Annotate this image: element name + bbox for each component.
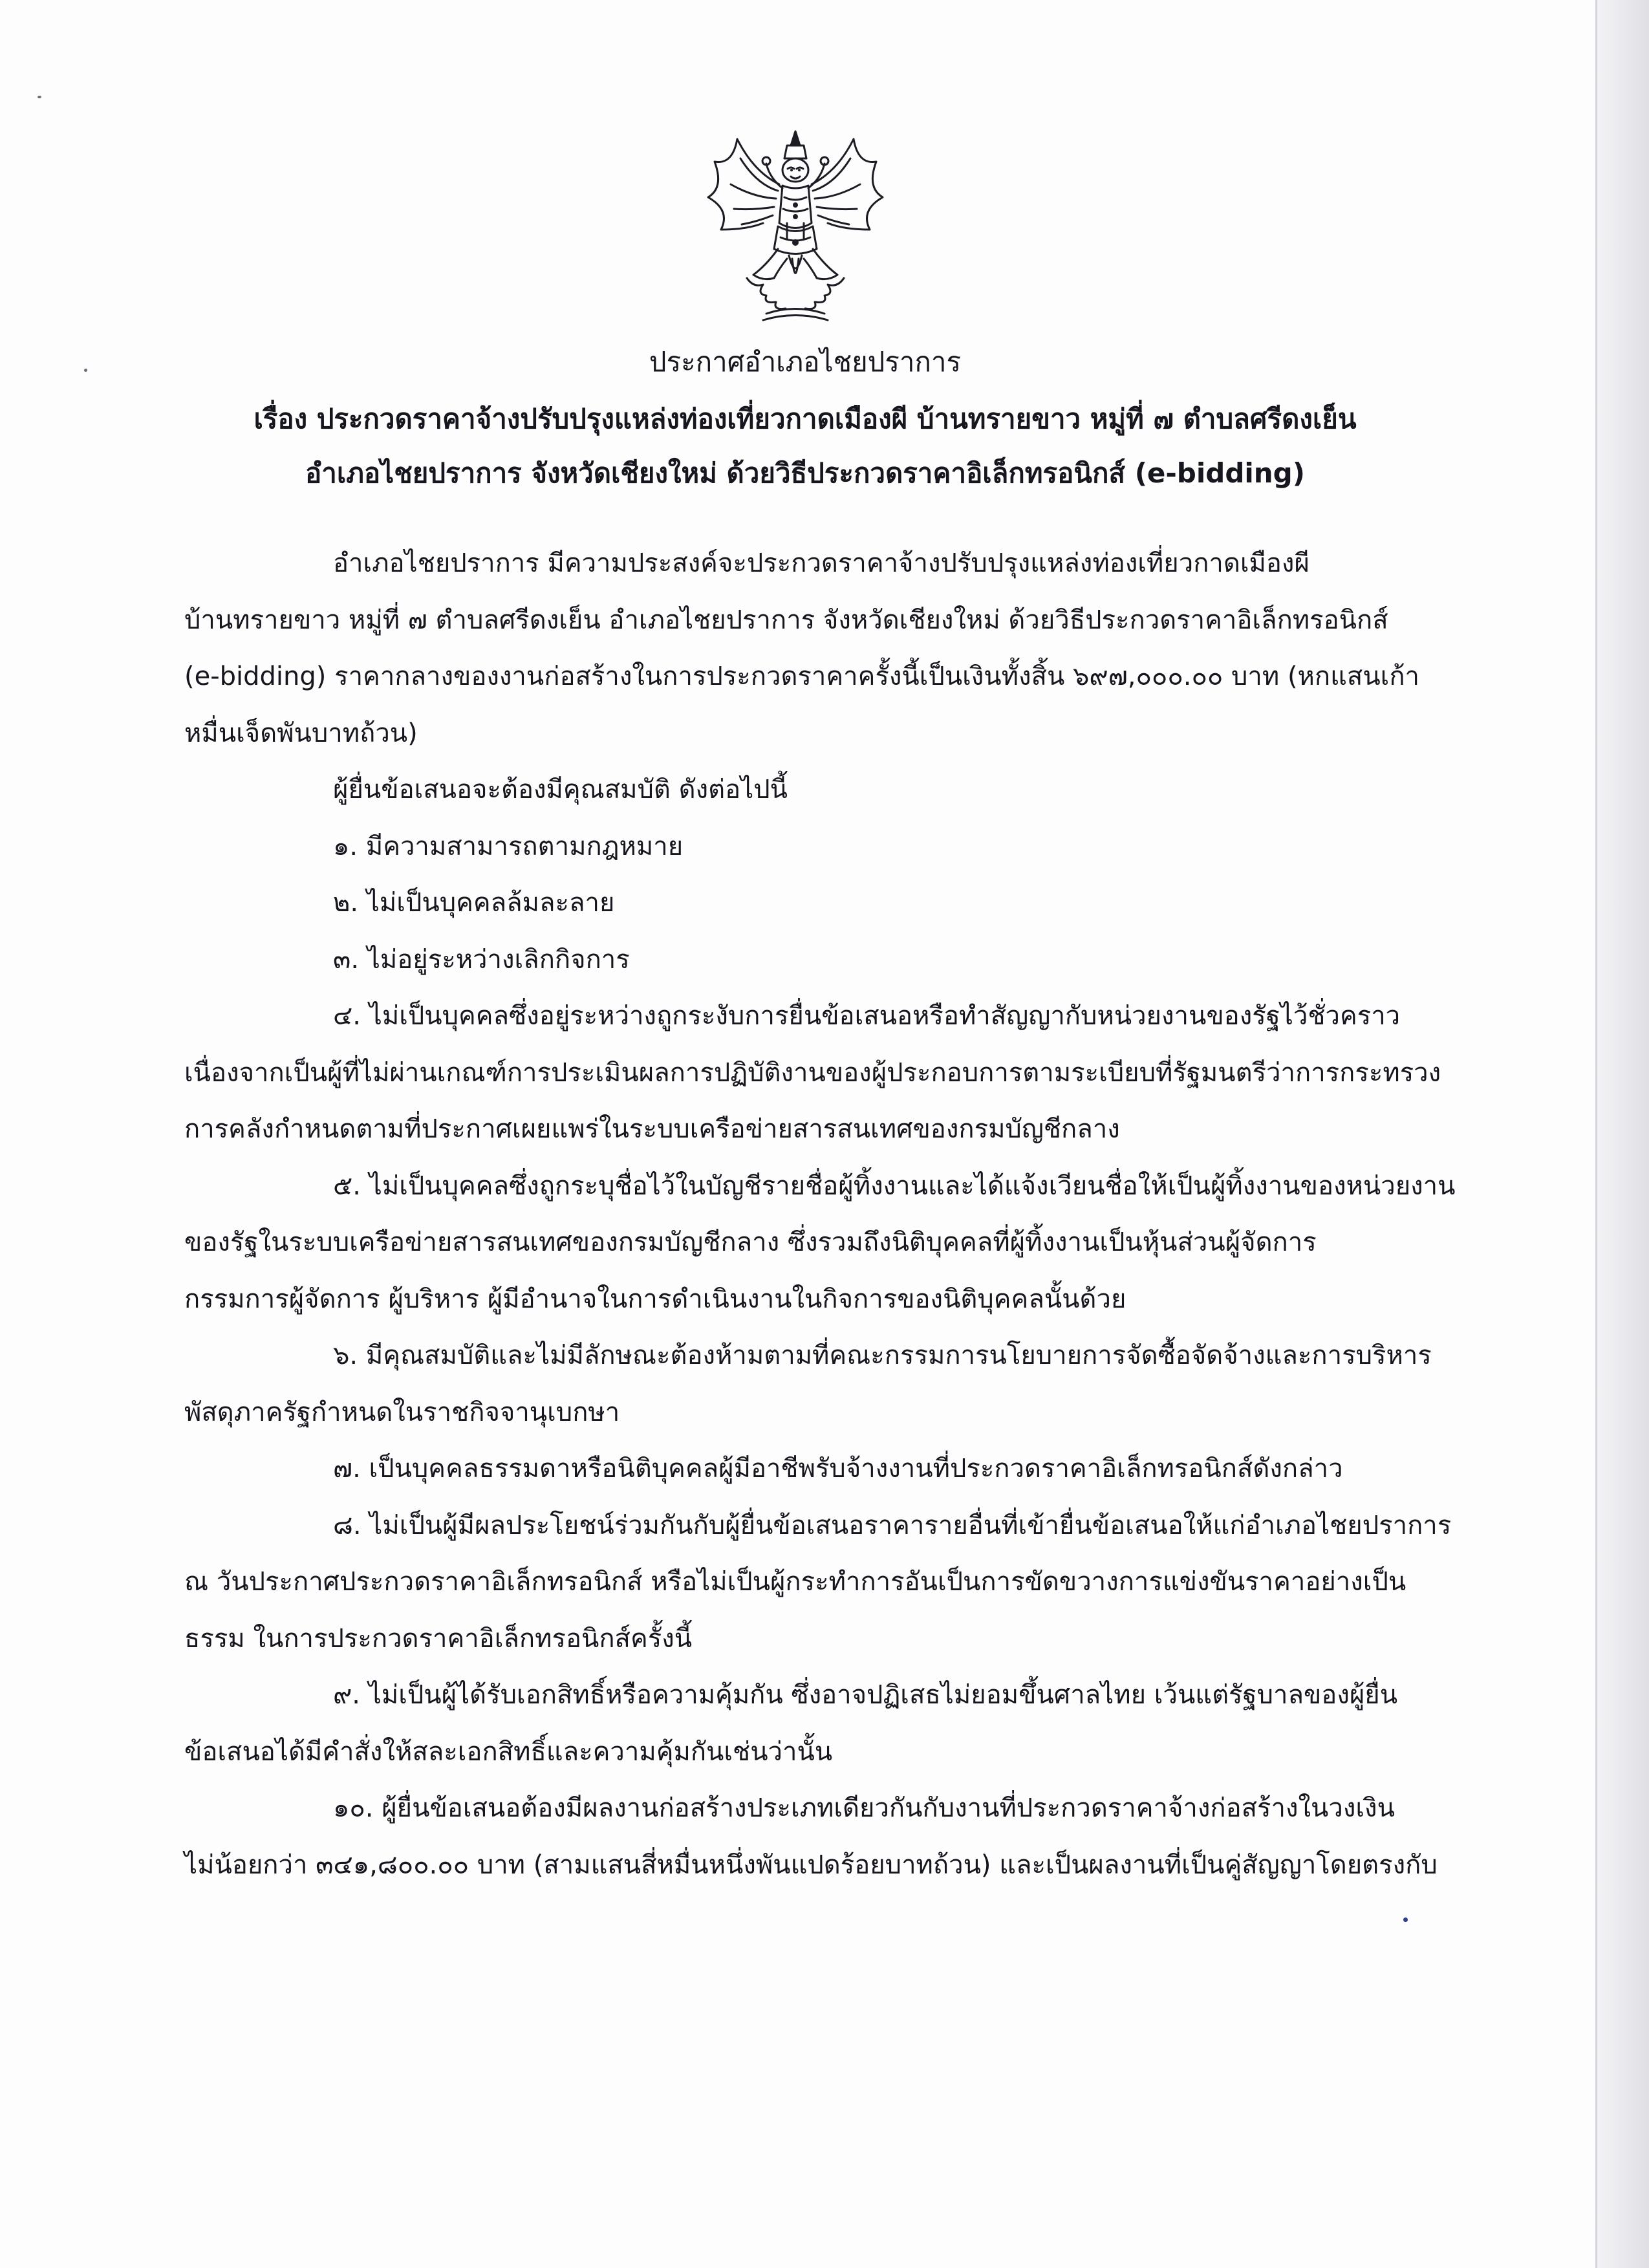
text-line: หมื่นเจ็ดพันบาทถ้วน) [184, 718, 418, 748]
scan-speck [38, 96, 41, 98]
qualification-item [184, 819, 1432, 876]
text-line: ธรรม ในการประกวดราคาอิเล็กทรอนิกส์ครั้งนี้ [184, 1623, 693, 1654]
qualification-item [184, 1158, 1456, 1328]
subject-line: เรื่อง ประกวดราคาจ้างปรับปรุงแหล่งท่องเที่ยวกาดเมืองผี บ้านทรายขาว หมู่ที่ ๗ ตำบลศรีดงเย็น [253, 403, 1357, 435]
announcement-title: ประกาศอำเภอไชยปราการ [649, 346, 962, 378]
intro-paragraph [184, 535, 1432, 762]
scan-speck [84, 369, 87, 372]
text-line: (e-bidding) ราคากลางของงานก่อสร้างในการประกวดราคาครั้งนี้เป็นเงินทั้งสิ้น ๖๙๗,๐๐๐.๐๐ บาท (หกแสนเก้า [184, 662, 1420, 691]
text-line: กรรมการผู้จัดการ ผู้บริหาร ผู้มีอำนาจในการดำเนินงานในกิจการของนิติบุคคลนั้นด้วย [184, 1284, 1126, 1314]
qualifications-heading: ผู้ยื่นข้อเสนอจะต้องมีคุณสมบัติ ดังต่อไปนี้ [333, 775, 788, 805]
scan-page-edge [1597, 0, 1649, 2268]
text-line: ๘. ไม่เป็นผู้มีผลประโยชน์ร่วมกันกับผู้ยื่นข้อเสนอราคารายอื่นที่เข้ายื่นข้อเสนอให้แก่อำเภอไชยปราการ [333, 1510, 1452, 1540]
text-line: ของรัฐในระบบเครือข่ายสารสนเทศของกรมบัญชีกลาง ซึ่งรวมถึงนิติบุคคลที่ผู้ทิ้งงานเป็นหุ้นส่วนผู้จัดการ [184, 1227, 1317, 1257]
text-line: ณ วันประกาศประกวดราคาอิเล็กทรอนิกส์ หรือไม่เป็นผู้กระทำการอันเป็นการขัดขวางการแข่งขันราคาอย่างเป็น [184, 1567, 1406, 1597]
qualifications-heading-paragraph [184, 762, 1432, 819]
qualification-item [184, 1441, 1432, 1498]
qualification-item [184, 1667, 1432, 1780]
qualification-item [184, 932, 1432, 989]
qualification-item [184, 1498, 1452, 1668]
garuda-emblem-icon [702, 126, 889, 327]
text-line: ๒. ไม่เป็นบุคคลล้มละลาย [333, 888, 615, 918]
text-line: การคลังกำหนดตามที่ประกาศเผยแพร่ในระบบเครือข่ายสารสนเทศของกรมบัญชีกลาง [184, 1114, 1120, 1144]
document-body [184, 535, 1456, 1894]
text-line: ๕. ไม่เป็นบุคคลซึ่งถูกระบุชื่อไว้ในบัญชีรายชื่อผู้ทิ้งงานและได้แจ้งเวียนชื่อให้เป็นผู้ทิ้งงานของหน่วยงาน [333, 1171, 1456, 1201]
scan-edge-line [1595, 0, 1597, 2268]
text-line: ๙. ไม่เป็นผู้ได้รับเอกสิทธิ์หรือความคุ้มกัน ซึ่งอาจปฏิเสธไม่ยอมขึ้นศาลไทย เว้นแต่รัฐบาลของผู้ยื่น [333, 1680, 1398, 1710]
scan-speck [1403, 1917, 1408, 1922]
text-line: เนื่องจากเป็นผู้ที่ไม่ผ่านเกณฑ์การประเมินผลการปฏิบัติงานของผู้ประกอบการตามระเบียบที่รัฐมนตรีว่าการกระทรวง [184, 1057, 1441, 1088]
text-line: ๔. ไม่เป็นบุคคลซึ่งอยู่ระหว่างถูกระงับการยื่นข้อเสนอหรือทำสัญญากับหน่วยงานของรัฐไว้ชั่วคราว [333, 1001, 1401, 1031]
text-line: ๖. มีคุณสมบัติและไม่มีลักษณะต้องห้ามตามที่คณะกรรมการนโยบายการจัดซื้อจัดจ้างและการบริหาร [333, 1341, 1432, 1370]
text-line: อำเภอไชยปราการ มีความประสงค์จะประกวดราคาจ้างปรับปรุงแหล่งท่องเที่ยวกาดเมืองผี [333, 548, 1310, 578]
text-line: บ้านทรายขาว หมู่ที่ ๗ ตำบลศรีดงเย็น อำเภอไชยปราการ จังหวัดเชียงใหม่ ด้วยวิธีประกวดราคาอิเล็กทรอนิกส์ [184, 605, 1388, 635]
text-line: ๑. มีความสามารถตามกฎหมาย [333, 831, 684, 861]
text-line: ๑๐. ผู้ยื่นข้อเสนอต้องมีผลงานก่อสร้างประเภทเดียวกันกับงานที่ประกวดราคาจ้างก่อสร้างในวงเงิน [333, 1793, 1395, 1823]
text-line: ๓. ไม่อยู่ระหว่างเลิกกิจการ [333, 944, 630, 975]
qualification-item [184, 988, 1441, 1158]
text-line: พัสดุภาครัฐกำหนดในราชกิจจานุเบกษา [184, 1397, 620, 1427]
qualification-item [184, 875, 1432, 932]
text-line: ไม่น้อยกว่า ๓๔๑,๘๐๐.๐๐ บาท (สามแสนสี่หมื่นหนึ่งพันแปดร้อยบาทถ้วน) และเป็นผลงานที่เป็นคู่สัญญาโดยตรงกับ [184, 1850, 1438, 1880]
qualification-item [184, 1328, 1432, 1441]
subject-line: อำเภอไชยปราการ จังหวัดเชียงใหม่ ด้วยวิธีประกวดราคาอิเล็กทรอนิกส์ (e-bidding) [305, 457, 1305, 489]
qualification-item [184, 1780, 1438, 1894]
text-line: ๗. เป็นบุคคลธรรมดาหรือนิติบุคคลผู้มีอาชีพรับจ้างงานที่ประกวดราคาอิเล็กทรอนิกส์ดังกล่าว [333, 1454, 1343, 1484]
text-line: ข้อเสนอได้มีคำสั่งให้สละเอกสิทธิ์และความคุ้มกันเช่นว่านั้น [184, 1736, 833, 1767]
